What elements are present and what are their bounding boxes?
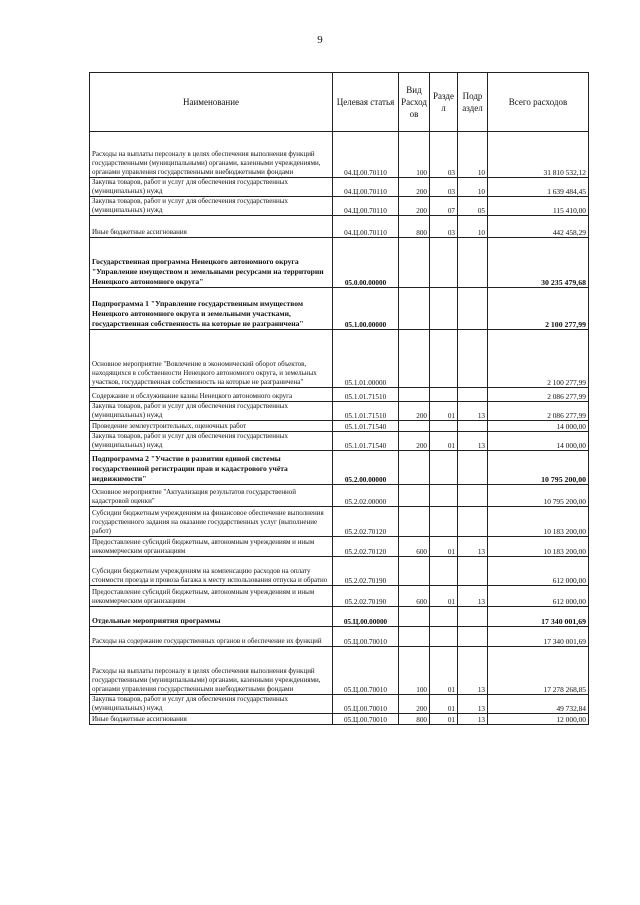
cell-name: Проведение землеустроительных, оценочных работ [90,421,333,432]
cell-name: Закупка товаров, работ и услуг для обеспечения государственных (муниципальных) нужд [90,432,333,451]
cell-total: 2 086 277,99 [488,388,589,402]
cell-article: 05.2.02.00000 [333,485,399,507]
cell-type: 200 [399,695,430,714]
cell-section: 07 [430,197,458,216]
header-name: Наименование [90,73,333,132]
cell-type: 200 [399,402,430,421]
cell-total: 12 000,00 [488,714,589,725]
cell-name: Расходы на выплаты персоналу в целях обеспечения выполнения функций государственными (муниципальными) органами, казенными учреждениями, органами управления государственными внебюджетными фондами [90,132,333,178]
cell-section: 01 [430,714,458,725]
table-row [90,647,589,695]
cell-subsection: 05 [458,197,488,216]
cell-article: 04.Ц.00.70110 [333,132,399,178]
table-row [90,557,589,586]
cell-section: 03 [430,178,458,197]
cell-subsection [458,607,488,627]
cell-total: 612 000,00 [488,586,589,607]
cell-article: 04.Ц.00.70110 [333,178,399,197]
cell-total: 10 183 200,00 [488,537,589,557]
cell-total: 1 639 484,45 [488,178,589,197]
cell-type: 200 [399,197,430,216]
cell-total: 2 100 277,99 [488,330,589,388]
cell-article: 05.0.00.00000 [333,238,399,288]
table-row [90,485,589,507]
cell-type [399,507,430,537]
cell-total: 10 795 200,00 [488,451,589,485]
cell-article: 05.1.00.00000 [333,288,399,330]
cell-type: 600 [399,537,430,557]
cell-type: 200 [399,178,430,197]
cell-name: Закупка товаров, работ и услуг для обеспечения государственных (муниципальных) нужд [90,402,333,421]
budget-table [89,72,589,725]
cell-section [430,507,458,537]
cell-name: Основное мероприятие "Вовлечение в экономический оборот объектов, находящихся в собственности Ненецкого автономного округа, и земельных участков, государственная собственность на которые не разграничена" [90,330,333,388]
table-row [90,695,589,714]
table-header-row [90,73,589,132]
cell-article: 05.1.01.00000 [333,330,399,388]
cell-article: 05.2.02.70120 [333,507,399,537]
table-row [90,627,589,647]
table-row [90,402,589,421]
cell-total: 612 000,00 [488,557,589,586]
header-article: Целевая статья [333,73,399,132]
cell-name: Субсидии бюджетным учреждениям на компенсацию расходов на оплату стоимости проезда и провоза багажа к месту использования отпуска и обратно [90,557,333,586]
cell-subsection: 10 [458,216,488,238]
cell-subsection: 13 [458,432,488,451]
cell-type [399,451,430,485]
cell-section [430,557,458,586]
cell-section [430,238,458,288]
cell-subsection [458,388,488,402]
cell-subsection: 13 [458,586,488,607]
cell-article: 04.Ц.00.70110 [333,216,399,238]
cell-name: Закупка товаров, работ и услуг для обеспечения государственных (муниципальных) нужд [90,178,333,197]
table-row [90,216,589,238]
table-row [90,586,589,607]
cell-section: 03 [430,132,458,178]
cell-total: 10 183 200,00 [488,507,589,537]
cell-subsection [458,238,488,288]
table-row [90,507,589,537]
table-row [90,330,589,388]
cell-section: 01 [430,647,458,695]
cell-name: Подпрограмма 1 "Управление государственным имуществом Ненецкого автономного округа и земельными участками, государственная собственность на которые не разграничена" [90,288,333,330]
cell-article: 05.2.02.70120 [333,537,399,557]
cell-section [430,388,458,402]
cell-article: 05.2.00.00000 [333,451,399,485]
cell-subsection [458,451,488,485]
cell-subsection: 13 [458,537,488,557]
table-row [90,714,589,725]
table-row [90,388,589,402]
cell-section [430,330,458,388]
cell-type [399,627,430,647]
cell-section [430,627,458,647]
header-section: Разде л [430,73,458,132]
cell-name: Иные бюджетные ассигнования [90,216,333,238]
cell-type: 200 [399,432,430,451]
cell-type [399,557,430,586]
cell-article: 05.Ц.00.70010 [333,714,399,725]
cell-type [399,288,430,330]
cell-name: Отдельные мероприятия программы [90,607,333,627]
cell-section [430,607,458,627]
cell-subsection: 13 [458,714,488,725]
cell-name: Содержание и обслуживание казны Ненецкого автономного округа [90,388,333,402]
cell-total: 115 410,00 [488,197,589,216]
cell-name: Расходы на содержание государственных органов и обеспечение их функций [90,627,333,647]
header-total: Всего расходов [488,73,589,132]
cell-subsection: 13 [458,402,488,421]
cell-type: 800 [399,714,430,725]
cell-article: 05.1.01.71510 [333,402,399,421]
cell-section [430,288,458,330]
cell-name: Государственная программа Ненецкого автономного округа "Управление имуществом и земельными ресурсами на территории Ненецкого автономного округа" [90,238,333,288]
cell-section: 01 [430,402,458,421]
cell-type [399,388,430,402]
cell-subsection [458,330,488,388]
cell-article: 05.Ц.00.70010 [333,695,399,714]
cell-name: Основное мероприятие "Актуализация результатов государственной кадастровой оценки" [90,485,333,507]
cell-section: 01 [430,586,458,607]
cell-article: 05.1.01.71540 [333,421,399,432]
table-row [90,432,589,451]
cell-section: 03 [430,216,458,238]
cell-type: 600 [399,586,430,607]
table-row [90,288,589,330]
page-number: 9 [317,34,323,46]
cell-name: Подпрограмма 2 "Участие в развитии единой системы государственной регистрации прав и кадастрового учёта недвижимости" [90,451,333,485]
cell-article: 05.1.01.71510 [333,388,399,402]
cell-subsection: 10 [458,178,488,197]
cell-subsection: 13 [458,647,488,695]
table-row [90,537,589,557]
cell-type [399,238,430,288]
cell-total: 10 795 200,00 [488,485,589,507]
cell-total: 31 810 532,12 [488,132,589,178]
cell-name: Закупка товаров, работ и услуг для обеспечения государственных (муниципальных) нужд [90,197,333,216]
cell-article: 05.1.01.71540 [333,432,399,451]
cell-type [399,485,430,507]
cell-section [430,451,458,485]
cell-type [399,421,430,432]
cell-type: 800 [399,216,430,238]
cell-article: 05.2.02.70190 [333,557,399,586]
cell-total: 17 340 001,69 [488,607,589,627]
cell-subsection [458,485,488,507]
cell-name: Расходы на выплаты персоналу в целях обеспечения выполнения функций государственными (муниципальными) органами, казенными учреждениями, органами управления государственными внебюджетными фондами [90,647,333,695]
cell-subsection [458,557,488,586]
table-row [90,132,589,178]
cell-article: 05.Ц.00.70010 [333,647,399,695]
header-type: Вид Расход ов [399,73,430,132]
cell-total: 14 000,00 [488,421,589,432]
cell-name: Предоставление субсидий бюджетным, автономным учреждениям и иным некоммерческим организациям [90,586,333,607]
header-subsection: Подр аздел [458,73,488,132]
cell-type: 100 [399,132,430,178]
cell-article: 05.Ц.00.00000 [333,607,399,627]
cell-total: 2 100 277,99 [488,288,589,330]
cell-section: 01 [430,537,458,557]
cell-total: 14 000,00 [488,432,589,451]
cell-total: 49 732,84 [488,695,589,714]
cell-section: 01 [430,432,458,451]
cell-total: 2 086 277,99 [488,402,589,421]
cell-subsection [458,288,488,330]
cell-type: 100 [399,647,430,695]
cell-article: 05.Ц.00.70010 [333,627,399,647]
table-row [90,238,589,288]
cell-total: 30 235 479,68 [488,238,589,288]
cell-section [430,421,458,432]
table-row [90,607,589,627]
cell-name: Иные бюджетные ассигнования [90,714,333,725]
cell-name: Субсидии бюджетным учреждениям на финансовое обеспечение выполнения государственного задания на оказание государственных услуг (выполнение работ) [90,507,333,537]
cell-subsection: 10 [458,132,488,178]
table-row [90,197,589,216]
cell-article: 04.Ц.00.70110 [333,197,399,216]
table-row [90,421,589,432]
cell-article: 05.2.02.70190 [333,586,399,607]
cell-total: 17 278 268,85 [488,647,589,695]
cell-subsection: 13 [458,695,488,714]
table-row [90,178,589,197]
cell-section [430,485,458,507]
cell-type [399,607,430,627]
table-row [90,451,589,485]
cell-subsection [458,627,488,647]
cell-type [399,330,430,388]
cell-total: 17 340 001,69 [488,627,589,647]
cell-total: 442 458,29 [488,216,589,238]
cell-section: 01 [430,695,458,714]
cell-subsection [458,421,488,432]
cell-subsection [458,507,488,537]
cell-name: Закупка товаров, работ и услуг для обеспечения государственных (муниципальных) нужд [90,695,333,714]
cell-name: Предоставление субсидий бюджетным, автономным учреждениям и иным некоммерческим организациям [90,537,333,557]
